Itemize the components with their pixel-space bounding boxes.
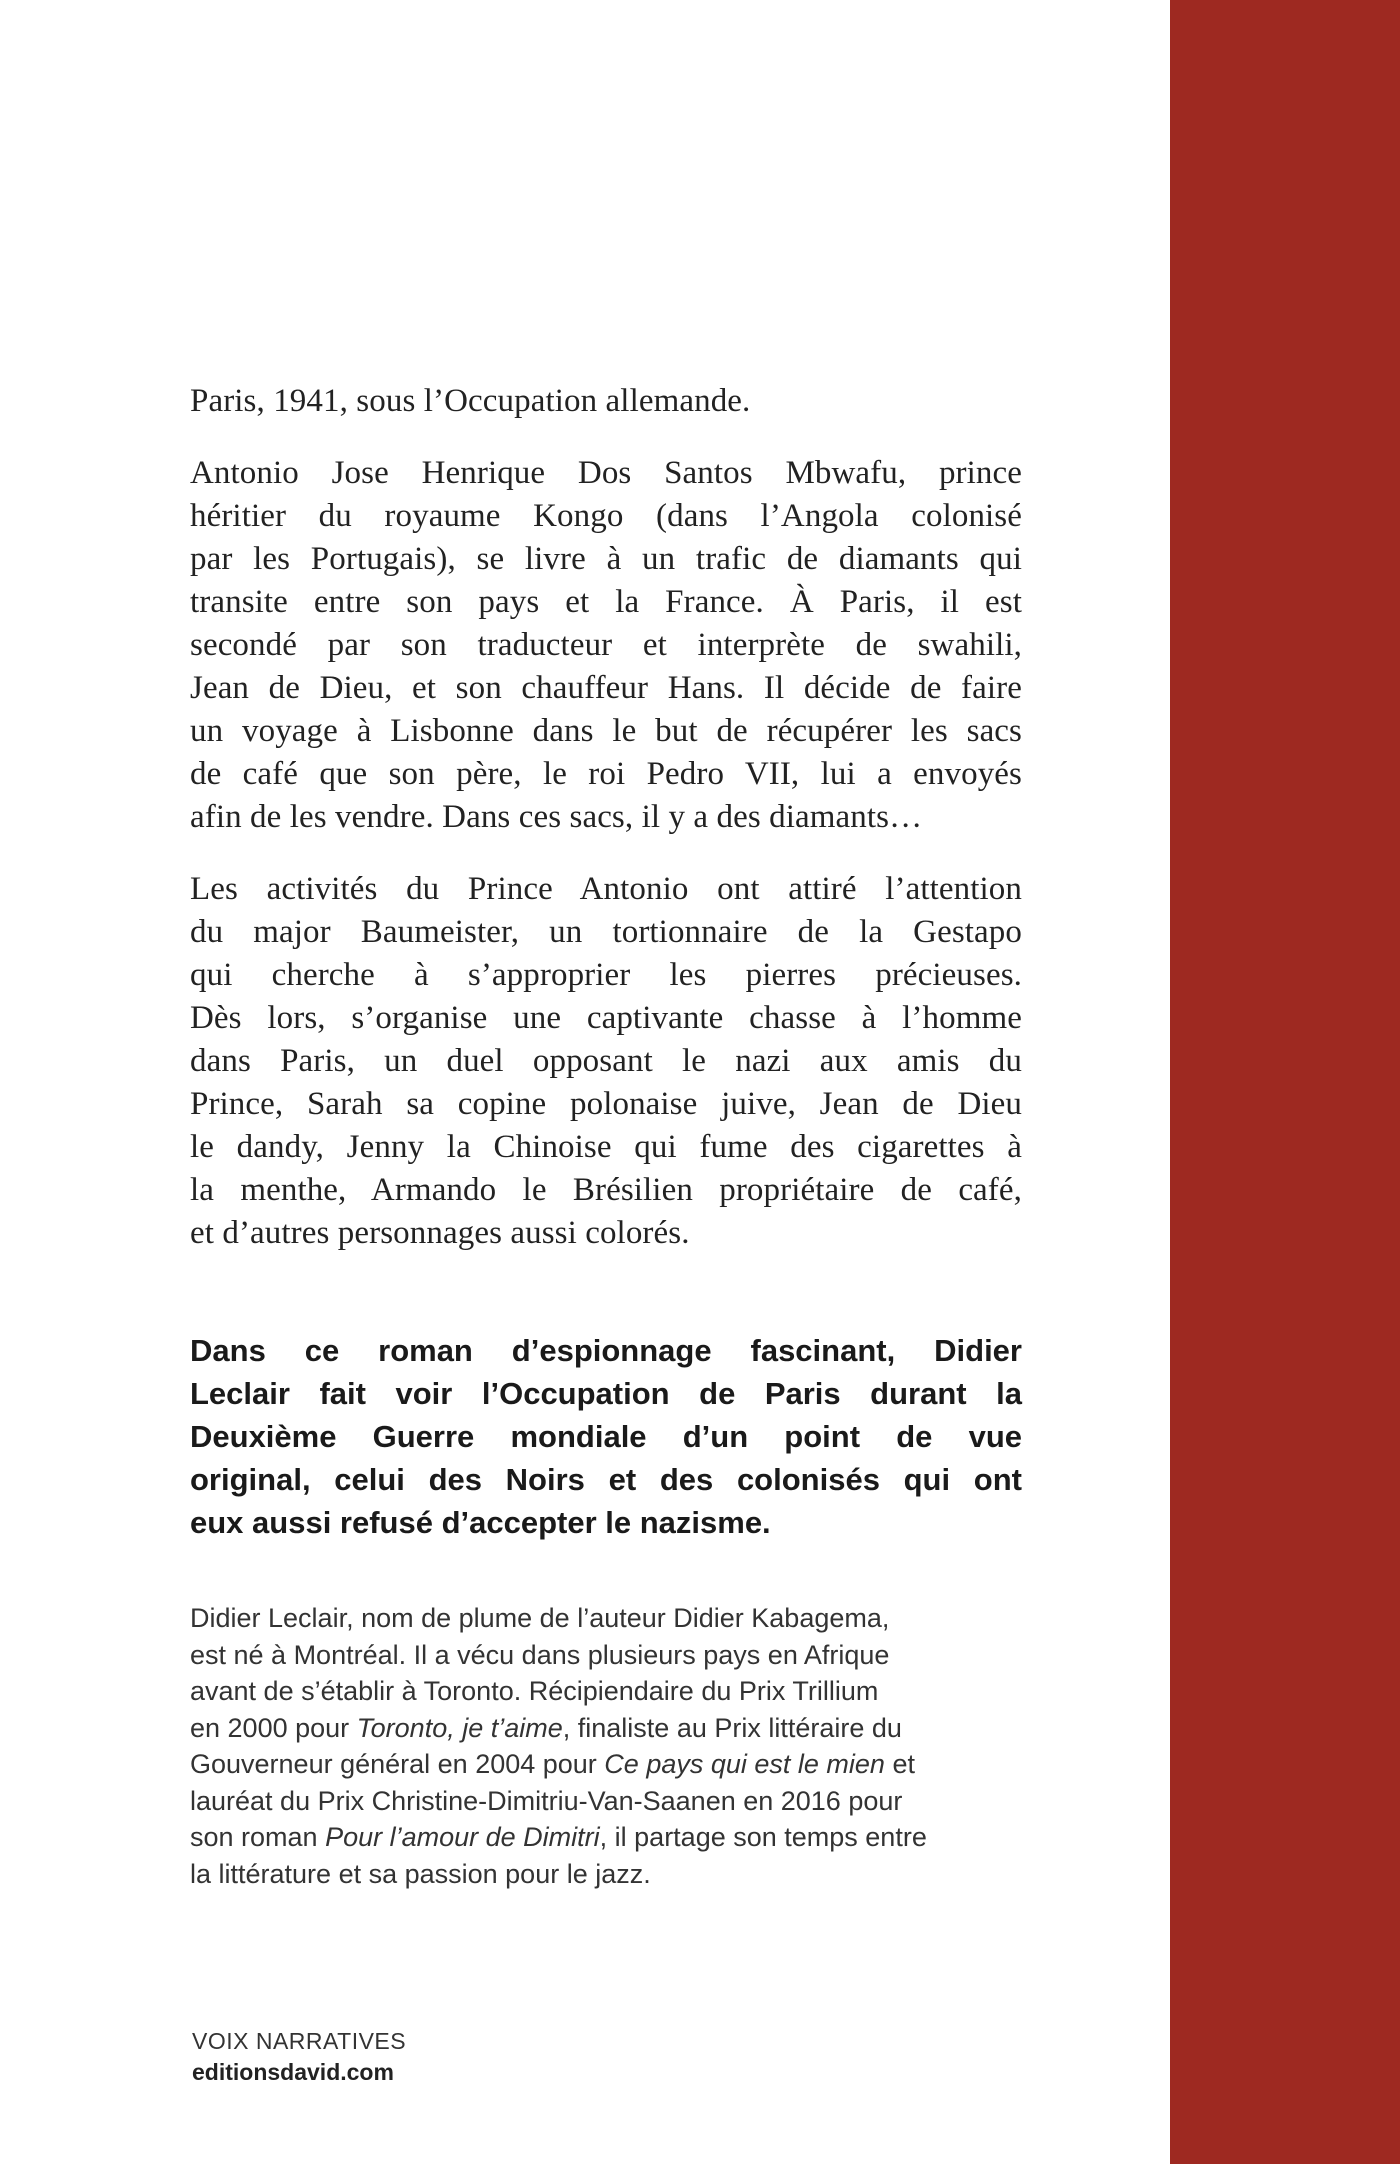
text-line: transite entre son pays et la France. À Paris, il est <box>190 584 1022 620</box>
bio-line <box>190 1746 1022 1783</box>
publisher-website: editionsdavid.com <box>192 2059 394 2085</box>
bio-line: Didier Leclair, nom de plume de l’auteur Didier Kabagema, <box>190 1603 890 1633</box>
bio-text: , finaliste au Prix littéraire du <box>562 1712 902 1743</box>
bio-line: lauréat du Prix Christine-Dimitriu-Van-Saanen en 2016 pour <box>190 1785 903 1816</box>
text-line: un voyage à Lisbonne dans le but de récupérer les sacs <box>190 713 1022 749</box>
book-title-toronto: Toronto, je t’aime <box>356 1712 563 1743</box>
text-line: du major Baumeister, un tortionnaire de la Gestapo <box>190 914 1022 950</box>
intro-paragraph-1 <box>190 380 1022 423</box>
text-line: Paris, 1941, sous l’Occupation allemande. <box>190 383 751 419</box>
cover-text <box>190 380 1022 1892</box>
bio-text: son roman <box>190 1822 326 1852</box>
text-line: Les activités du Prince Antonio ont attiré l’attention <box>190 871 1022 907</box>
text-line: Dans ce roman d’espionnage fascinant, Didier <box>190 1333 1022 1368</box>
author-bio <box>190 1600 1022 1892</box>
book-title-dimitri: Pour l’amour de Dimitri <box>325 1822 600 1852</box>
text-line: Jean de Dieu, et son chauffeur Hans. Il décide de faire <box>190 670 1022 706</box>
text-line: dans Paris, un duel opposant le nazi aux amis du <box>190 1043 1022 1079</box>
bio-line: la littérature et sa passion pour le jazz. <box>190 1858 651 1889</box>
bio-text: Gouverneur général en 2004 pour <box>190 1749 605 1779</box>
text-line: Prince, Sarah sa copine polonaise juive, Jean de Dieu <box>190 1086 1022 1122</box>
red-side-band <box>1170 0 1400 2164</box>
text-line: afin de les vendre. Dans ces sacs, il y a des diamants… <box>190 799 923 835</box>
text-line: original, celui des Noirs et des colonisés qui ont <box>190 1462 1022 1497</box>
publisher-footer <box>192 2026 406 2088</box>
bio-line: avant de s’établir à Toronto. Récipiendaire du Prix Trillium <box>190 1676 879 1706</box>
text-line: et d’autres personnages aussi colorés. <box>190 1215 690 1251</box>
text-line: le dandy, Jenny la Chinoise qui fume des cigarettes à <box>190 1129 1022 1165</box>
bio-text: en 2000 pour <box>190 1712 357 1743</box>
text-line: par les Portugais), se livre à un trafic de diamants qui <box>190 541 1022 577</box>
text-line: héritier du royaume Kongo (dans l’Angola colonisé <box>190 498 1022 534</box>
text-line: Leclair fait voir l’Occupation de Paris durant la <box>190 1376 1022 1411</box>
highlight-blurb <box>190 1329 1022 1544</box>
intro-paragraph-3 <box>190 868 1022 1255</box>
text-line: Antonio Jose Henrique Dos Santos Mbwafu, prince <box>190 455 1022 491</box>
series-name: VOIX NARRATIVES <box>192 2028 407 2054</box>
bio-text: et <box>884 1749 915 1779</box>
intro-paragraph-2 <box>190 452 1022 839</box>
book-title-ce-pays: Ce pays qui est le mien <box>604 1749 885 1779</box>
bio-text: , il partage son temps entre <box>599 1822 927 1852</box>
bio-line <box>190 1819 1022 1856</box>
text-line: secondé par son traducteur et interprète de swahili, <box>190 627 1022 663</box>
text-line: qui cherche à s’approprier les pierres précieuses. <box>190 957 1022 993</box>
text-line: Dès lors, s’organise une captivante chasse à l’homme <box>190 1000 1022 1036</box>
bio-line: est né à Montréal. Il a vécu dans plusieurs pays en Afrique <box>190 1639 890 1670</box>
bio-line <box>190 1710 1022 1747</box>
text-line: Deuxième Guerre mondiale d’un point de vue <box>190 1419 1022 1454</box>
text-line: de café que son père, le roi Pedro VII, lui a envoyés <box>190 756 1022 792</box>
text-line: la menthe, Armando le Brésilien propriétaire de café, <box>190 1172 1022 1208</box>
text-line: eux aussi refusé d’accepter le nazisme. <box>190 1505 771 1540</box>
